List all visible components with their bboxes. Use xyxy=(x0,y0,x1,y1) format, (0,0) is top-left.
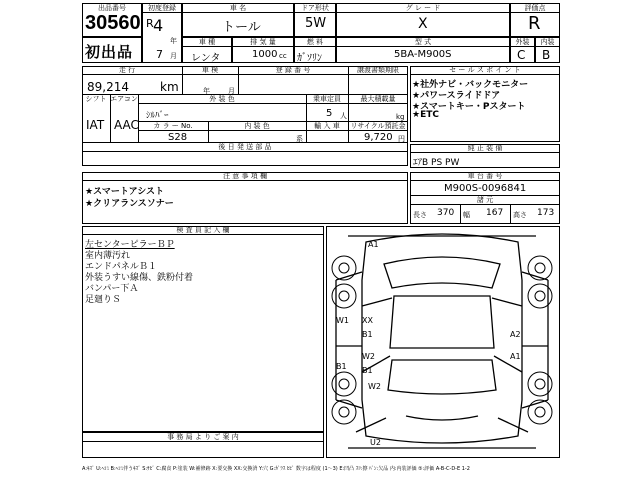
displacement: 1000 xyxy=(252,49,278,60)
first-reg-label: 初度登録 xyxy=(148,4,176,12)
color-no-label: カ ラ ー No. xyxy=(153,122,193,130)
fuel: ｶﾞｿﾘﾝ xyxy=(297,53,322,64)
doors-label: ドア形状 xyxy=(301,4,329,12)
dims-title: 諸 元 xyxy=(476,196,494,204)
exterior-label: 外装 xyxy=(515,38,530,46)
inspector-title: 検 査 員 記 入 欄 xyxy=(176,226,230,234)
sales-point-item: ★ETC xyxy=(412,110,439,120)
height-label: 高さ xyxy=(513,211,527,219)
note-item: ★スマートアシスト xyxy=(85,187,164,197)
standard-equipment-title: 純 正 装 備 xyxy=(467,144,503,152)
sales-point-item: ★社外ナビ・バックモニター xyxy=(412,80,529,90)
transfer-doc-label: 譲渡書類期限 xyxy=(357,66,399,74)
doors: 5W xyxy=(305,16,327,31)
import-label: 輸 入 車 xyxy=(314,122,340,130)
damage-mark: A1 xyxy=(368,240,379,249)
office-title: 事 務 局 よ り ご 案 内 xyxy=(167,433,239,441)
damage-mark: W2 xyxy=(368,382,381,391)
sales-point-item: ★パワースライドドア xyxy=(412,91,501,101)
damage-mark: W1 xyxy=(336,316,349,325)
grade: X xyxy=(418,16,428,32)
shift-label: シフト xyxy=(85,95,107,103)
interior-label: 内装 xyxy=(540,38,555,46)
mileage-label: 走 行 xyxy=(118,66,136,74)
era: R xyxy=(146,17,154,30)
score: R xyxy=(528,13,541,34)
car-name: トール xyxy=(222,20,261,35)
month-label: 月 xyxy=(170,52,177,60)
ext-color-label: 外 装 色 xyxy=(209,95,235,103)
score-label: 評価点 xyxy=(524,4,546,12)
displacement-label: 排 気 量 xyxy=(250,38,276,46)
chassis-title: 車 台 番 号 xyxy=(467,172,503,180)
year-label: 年 xyxy=(170,37,177,45)
damage-mark: B1 xyxy=(362,366,373,375)
damage-mark: XX xyxy=(362,316,373,325)
capacity-unit: 人 xyxy=(340,112,347,120)
sales-point-item: ★スマートキー・Pスタート xyxy=(412,102,526,112)
capacity-label: 乗車定員 xyxy=(313,95,341,103)
inspection-month-label: 月 xyxy=(228,87,235,95)
chassis-number: M900S-0096841 xyxy=(444,183,527,194)
recycle-fee-label: リサイクル預託金 xyxy=(350,122,406,130)
mileage: 89,214 xyxy=(87,80,129,94)
interior-grade: B xyxy=(542,48,551,62)
lot-number-label: 出品番号 xyxy=(98,4,126,12)
kei-label: 系 xyxy=(296,135,303,143)
ac-label: エアコン xyxy=(110,95,138,103)
later-parts-label: 後 日 発 送 部 品 xyxy=(218,143,272,151)
damage-mark: B1 xyxy=(336,362,347,371)
capacity: 5 xyxy=(326,108,333,119)
car-body-diagram xyxy=(326,228,558,454)
inspector-line: 外装うすい線傷、鉄粉付着 xyxy=(85,273,194,283)
inspector-line: エンドパネルＢ１ xyxy=(85,262,157,272)
model: 5BA-M900S xyxy=(394,49,452,60)
damage-mark: B1 xyxy=(362,330,373,339)
inspector-line: 足廻りＳ xyxy=(85,295,122,305)
height: 173 xyxy=(537,208,555,218)
vehicle-type-label: 車 種 xyxy=(198,38,216,46)
yen-label: 円 xyxy=(398,135,405,143)
max-load-unit: kg xyxy=(396,113,405,121)
damage-legend: A:ｷｽﾞ U:ﾍｺﾐ B:ﾍｺﾐ伴うｷｽﾞ S:ｻﾋﾞ C:腐食 P:塗装 W:補修跡 X:要交換 XX:交換済 Y:穴 G:ｶﾞﾗｽ ﾋﾋﾞ 数字は程度 (1〜3) E:凹凸 ｽﾘ:擦 ﾊﾞﾝ:欠品 内:内装評価 ⑤:評価 A-B-C-D-E 1-2 xyxy=(82,466,470,472)
color-no: S28 xyxy=(168,132,188,143)
damage-mark: A2 xyxy=(510,330,521,339)
fuel-label: 燃 料 xyxy=(306,38,324,46)
inspection-label: 車 検 xyxy=(201,66,219,74)
max-load-label: 最大積載量 xyxy=(360,95,396,103)
width: 167 xyxy=(486,208,504,218)
displacement-unit: cc xyxy=(279,52,287,60)
standard-equipment: ｴｱB PS PW xyxy=(413,158,460,168)
ac: AAC xyxy=(114,118,139,132)
damage-mark: W2 xyxy=(362,352,375,361)
exterior-grade: C xyxy=(517,48,526,62)
era-year: 4 xyxy=(153,16,164,35)
ext-color: ｼﾙﾊﾞｰ xyxy=(146,111,169,121)
inspector-line: 室内薄汚れ xyxy=(85,251,131,261)
car-name-label: 車 名 xyxy=(229,4,247,12)
length-label: 長さ xyxy=(413,211,427,219)
sales-point-title: セ ー ル ス ポ イ ン ト xyxy=(449,66,521,74)
int-color-label: 内 装 色 xyxy=(244,122,270,130)
note-item: ★クリアランスソナー xyxy=(85,199,174,209)
shift: IAT xyxy=(86,118,105,132)
model-label: 型 式 xyxy=(414,38,432,46)
reg-month: 7 xyxy=(156,48,163,61)
inspector-line: バンパー下Ａ xyxy=(85,284,139,294)
reg-no-label: 登 録 番 号 xyxy=(275,66,311,74)
mileage-unit: km xyxy=(160,80,179,94)
damage-mark: U2 xyxy=(370,438,381,447)
inspector-line: 左センターピラーＢＰ xyxy=(85,240,175,250)
damage-mark: A1 xyxy=(510,352,521,361)
vehicle-type: レンタ xyxy=(191,53,221,64)
lot-number: 30560 xyxy=(85,12,141,34)
inspection-year-label: 年 xyxy=(203,87,210,95)
length: 370 xyxy=(437,208,455,218)
notes-title: 注 意 事 項 欄 xyxy=(223,172,267,180)
width-label: 幅 xyxy=(463,211,470,219)
recycle-fee: 9,720 xyxy=(364,132,393,143)
first-listing-badge: 初出品 xyxy=(85,43,134,61)
grade-label: グ レ ー ド xyxy=(405,4,441,12)
